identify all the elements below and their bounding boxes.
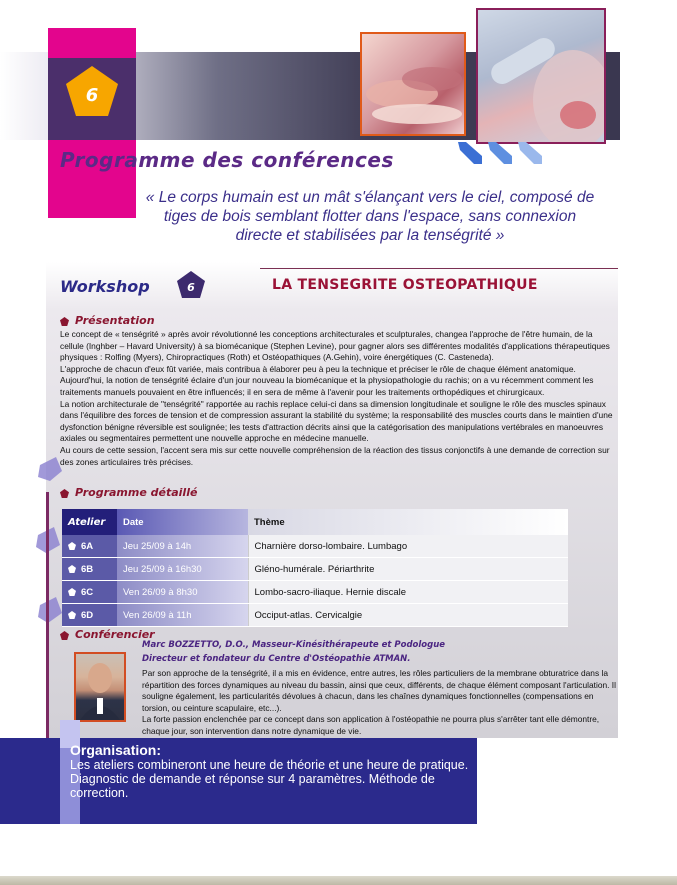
programme-heading-label: Programme détaillé <box>75 486 198 499</box>
programme-heading <box>60 486 197 499</box>
back-pain-photo <box>476 8 606 144</box>
table-header-row <box>62 509 568 535</box>
conferencier-heading <box>60 628 155 641</box>
atelier-code: 6A <box>81 540 94 552</box>
chevron-down-right-icon <box>488 142 512 164</box>
decorative-shapes <box>36 455 62 655</box>
vertical-rule <box>46 492 49 742</box>
pentagon-bullet-icon <box>60 631 69 640</box>
presentation-heading-label: Présentation <box>75 314 155 327</box>
speaker-bio <box>142 668 618 738</box>
workshop-label: Workshop <box>60 277 150 296</box>
theme-cell: Lombo-sacro-iliaque. Hernie discale <box>248 581 568 604</box>
organisation-title: Organisation: <box>70 742 162 758</box>
page-title: Programme des conférences <box>60 148 394 172</box>
paragraph: Aujourd'hui, la notion de tenségrité éclaire d'un jour nouveau la biomécanique et la physiopathologie du rachis; on a vu récemment comment les traitements manuels pouvaient en être influencés; il en sera de même à l'avenir pour les traitements orthopédiques et chirurgicaux. <box>60 375 594 397</box>
paragraph: Le concept de « tenségrité » après avoir révolutionné les conceptions architecturales et sculpturales, changea l'approche de l'être humain, de la cellule (Inghber – Havard University) à sa biomécanique (Stephen Levine), pour gagner alors ses différentes modalités d'applications thérapeutiques physiques : Rolfing (Myers), Chiropractiques (Roth) et Ostéopathiques (A.Gehin), voire énergétiques (C. Casteneda). <box>60 329 610 363</box>
pentagon-bullet-icon <box>60 489 69 498</box>
pentagon-bullet-icon <box>68 588 76 596</box>
date-cell: Jeu 25/09 à 16h30 <box>117 558 248 581</box>
paragraph: Par son approche de la tenségrité, il a mis en évidence, entre autres, les rôles particuliers de la membrane obturatrice dans la répartition des forces dynamiques au niveau du bassin, ainsi que ceux, différents, de chaque élément composant l'articulation. Il souligne également, les particularités dévolues à chacun, dans les chaînes dynamiques fonctionnelles (compensations en torsion, ou ceinture scapulaire, etc...). <box>142 668 616 713</box>
massage-photo <box>360 32 466 136</box>
conferencier-heading-label: Conférencier <box>75 628 155 641</box>
atelier-code: 6D <box>81 609 94 621</box>
speaker-photo <box>74 652 126 722</box>
programme-table <box>62 509 568 627</box>
pentagon-bullet-icon <box>68 611 76 619</box>
chevron-down-right-icon <box>518 142 542 164</box>
divider <box>260 268 618 269</box>
organisation-text: Les ateliers combineront une heure de théorie et une heure de pratique. Diagnostic de demande et réponse sur 4 paramètres. Méthode de correction. <box>70 758 469 800</box>
theme-cell: Charnière dorso-lombaire. Lumbago <box>248 535 568 558</box>
paragraph: L'approche de chacun d'eux fût variée, mais contribua à élaborer peu à peu la technique et préciser le rôle de chaque élément anatomique. <box>60 363 576 374</box>
theme-cell: Occiput-atlas. Cervicalgie <box>248 604 568 627</box>
paragraph: La forte passion enclenchée par ce concept dans son application à l'ostéopathie ne pourra plus s'arrêter tant elle démontre, chaque jour, son intervention dans notre dynamique de vie. <box>142 714 600 736</box>
workshop-title: LA TENSEGRITE OSTEOPATHIQUE <box>272 277 538 293</box>
atelier-code: 6B <box>81 563 94 575</box>
presentation-text <box>60 329 618 468</box>
pentagon-bullet-icon <box>60 317 69 326</box>
atelier-cell <box>62 604 117 627</box>
presentation-heading <box>60 314 155 327</box>
table-row <box>62 535 568 558</box>
chevron-arrows <box>456 138 548 166</box>
badge-pentagon-icon <box>64 64 120 120</box>
atelier-code: 6C <box>81 586 94 598</box>
column-header-theme: Thème <box>248 509 568 535</box>
table-row <box>62 558 568 581</box>
badge-number: 6 <box>85 85 99 106</box>
speaker-name: Marc BOZZETTO, D.O., Masseur-Kinésithérapeute et Podologue <box>142 640 446 650</box>
atelier-cell <box>62 558 117 581</box>
table-row <box>62 581 568 604</box>
column-header-date: Date <box>117 509 248 535</box>
theme-cell: Gléno-humérale. Périarthrite <box>248 558 568 581</box>
date-cell: Jeu 25/09 à 14h <box>117 535 248 558</box>
pentagon-bullet-icon <box>68 542 76 550</box>
atelier-cell <box>62 581 117 604</box>
workshop-number: 6 <box>187 281 195 294</box>
chevron-down-right-icon <box>458 142 482 164</box>
workshop-badge-icon <box>176 270 206 300</box>
paragraph: La notion architecturale de "tenségrité" rapportée au rachis replace celui-ci dans sa dimension longitudinale et souligne le rôle des muscles spinaux dans l'équilibre des forces de tension et de compression assurant la stabilité du système; la responsabilité des muscles courts dans le maintien d'une dysfonction bénigne réversible est soulignée; les tests d'attraction décrits ainsi que la catégorisation des manipulations vertébrales en manoeuvres axiales ou segmentaires permettent une nouvelle approche en médecine manuelle. <box>60 398 613 444</box>
atelier-cell <box>62 535 117 558</box>
date-cell: Ven 26/09 à 11h <box>117 604 248 627</box>
paragraph: Au cours de cette session, l'accent sera mis sur cette nouvelle compréhension de la réaction des tissus conjonctifs à une demande de correction sur des zones articulaires très précises. <box>60 444 610 467</box>
column-header-atelier: Atelier <box>62 509 117 535</box>
date-cell: Ven 26/09 à 8h30 <box>117 581 248 604</box>
table-row <box>62 604 568 627</box>
pentagon-bullet-icon <box>68 565 76 573</box>
speaker-role: Directeur et fondateur du Centre d'Ostéopathie ATMAN. <box>142 654 411 664</box>
quote: « Le corps humain est un mât s'élançant vers le ciel, composé de tiges de bois semblant flotter dans l'espace, sans connexion directe et stabilisées par la tenségrité » <box>145 189 595 244</box>
footer-bar <box>0 876 677 885</box>
